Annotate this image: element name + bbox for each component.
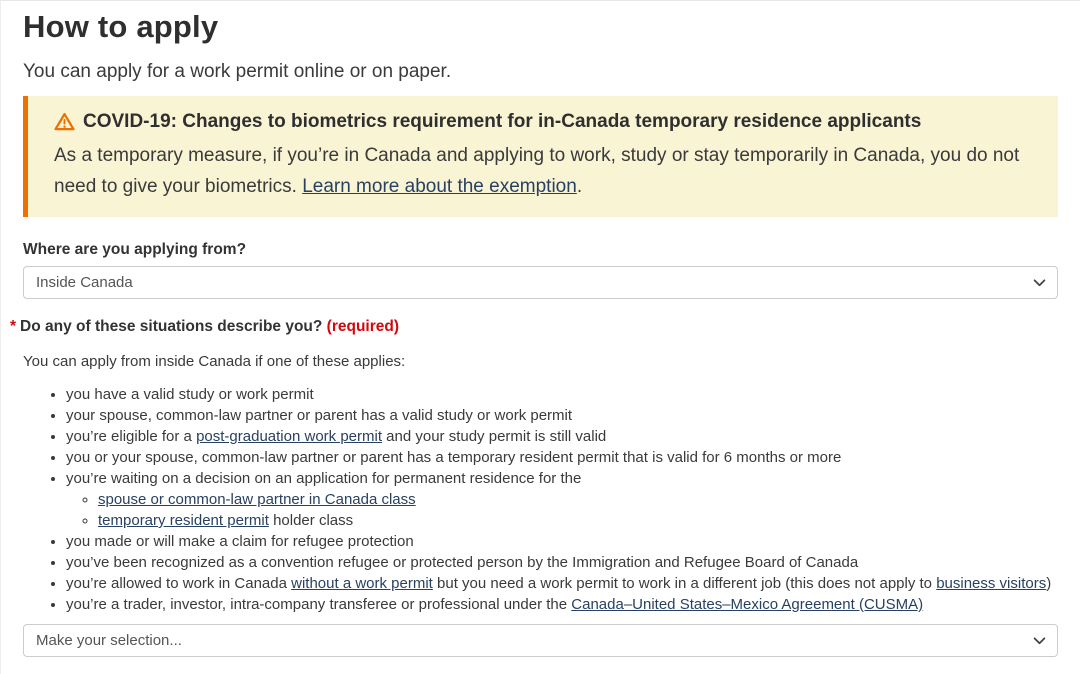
list-item-text: you’re waiting on a decision on an application for permanent residence for the [66, 470, 582, 487]
list-item-text: but you need a work permit to work in a different job (this does not apply to [432, 575, 937, 592]
list-item-text: you made or will make a claim for refugee protection [66, 533, 414, 550]
list-item [66, 384, 1058, 405]
where-applying-select[interactable] [23, 266, 1058, 299]
inline-link[interactable]: post-graduation work permit [196, 428, 382, 445]
warning-triangle-icon [54, 112, 75, 131]
where-applying-select-wrap [23, 266, 1058, 299]
page-title: How to apply [23, 9, 219, 44]
list-item-text: you have a valid study or work permit [66, 386, 314, 403]
exemption-link[interactable]: Learn more about the exemption [302, 176, 577, 197]
required-badge: (required) [326, 318, 400, 335]
list-item [66, 552, 1058, 573]
list-item-text: you or your spouse, common-law partner or parent has a temporary resident permit that is valid for 6 months or more [66, 449, 842, 466]
list-item [66, 531, 1058, 552]
inline-link[interactable]: spouse or common-law partner in Canada class [98, 491, 416, 508]
situation-select[interactable] [23, 624, 1058, 657]
list-item-text: ) [1046, 575, 1052, 592]
list-item-text: you’re a trader, investor, intra-company transferee or professional under the [66, 596, 572, 613]
inline-link[interactable]: business visitors [936, 575, 1047, 592]
list-item [66, 447, 1058, 468]
inline-link[interactable]: Canada–United States–Mexico Agreement (CUSMA) [571, 596, 924, 613]
list-item-text: your spouse, common-law partner or parent has a valid study or work permit [66, 407, 573, 424]
list-item-text: you’re allowed to work in Canada [66, 575, 292, 592]
situations-question-text: Do any of these situations describe you? [20, 318, 323, 335]
inline-link[interactable]: without a work permit [291, 575, 433, 592]
required-asterisk: * [10, 318, 17, 335]
situations-intro: You can apply from inside Canada if one of these applies: [23, 353, 406, 370]
sub-list [66, 489, 1058, 531]
sub-list-item [98, 489, 1058, 510]
covid-alert-heading-text: COVID-19: Changes to biometrics requirement for in-Canada temporary residence applicants [83, 111, 922, 132]
where-applying-label: Where are you applying from? [23, 241, 247, 258]
list-item-text: holder class [268, 512, 354, 529]
covid-alert-heading [54, 109, 1028, 135]
list-item [66, 573, 1058, 594]
intro-text: You can apply for a work permit online or on paper. [23, 61, 452, 82]
sub-list-item [98, 510, 1058, 531]
covid-alert-body [54, 140, 1028, 202]
covid-alert-box [23, 96, 1058, 217]
list-item [66, 468, 1058, 531]
list-item-text: you’re eligible for a [66, 428, 197, 445]
list-item [66, 594, 1058, 615]
alert-text-before-link: As a temporary measure, if you’re in Canada and applying to work, study or stay temporarily in Canada, you do not need to give your biometrics. [54, 145, 1020, 197]
list-item-text: and your study permit is still valid [382, 428, 607, 445]
main-content [1, 1, 1080, 657]
alert-text-after-link: . [576, 176, 583, 197]
inline-link[interactable]: temporary resident permit [98, 512, 269, 529]
situations-question [10, 318, 1058, 336]
situation-select-wrap [23, 624, 1058, 657]
list-item [66, 426, 1058, 447]
list-item-text: you’ve been recognized as a convention refugee or protected person by the Immigration and Refugee Board of Canada [66, 554, 859, 571]
situations-list [23, 384, 1058, 615]
list-item [66, 405, 1058, 426]
